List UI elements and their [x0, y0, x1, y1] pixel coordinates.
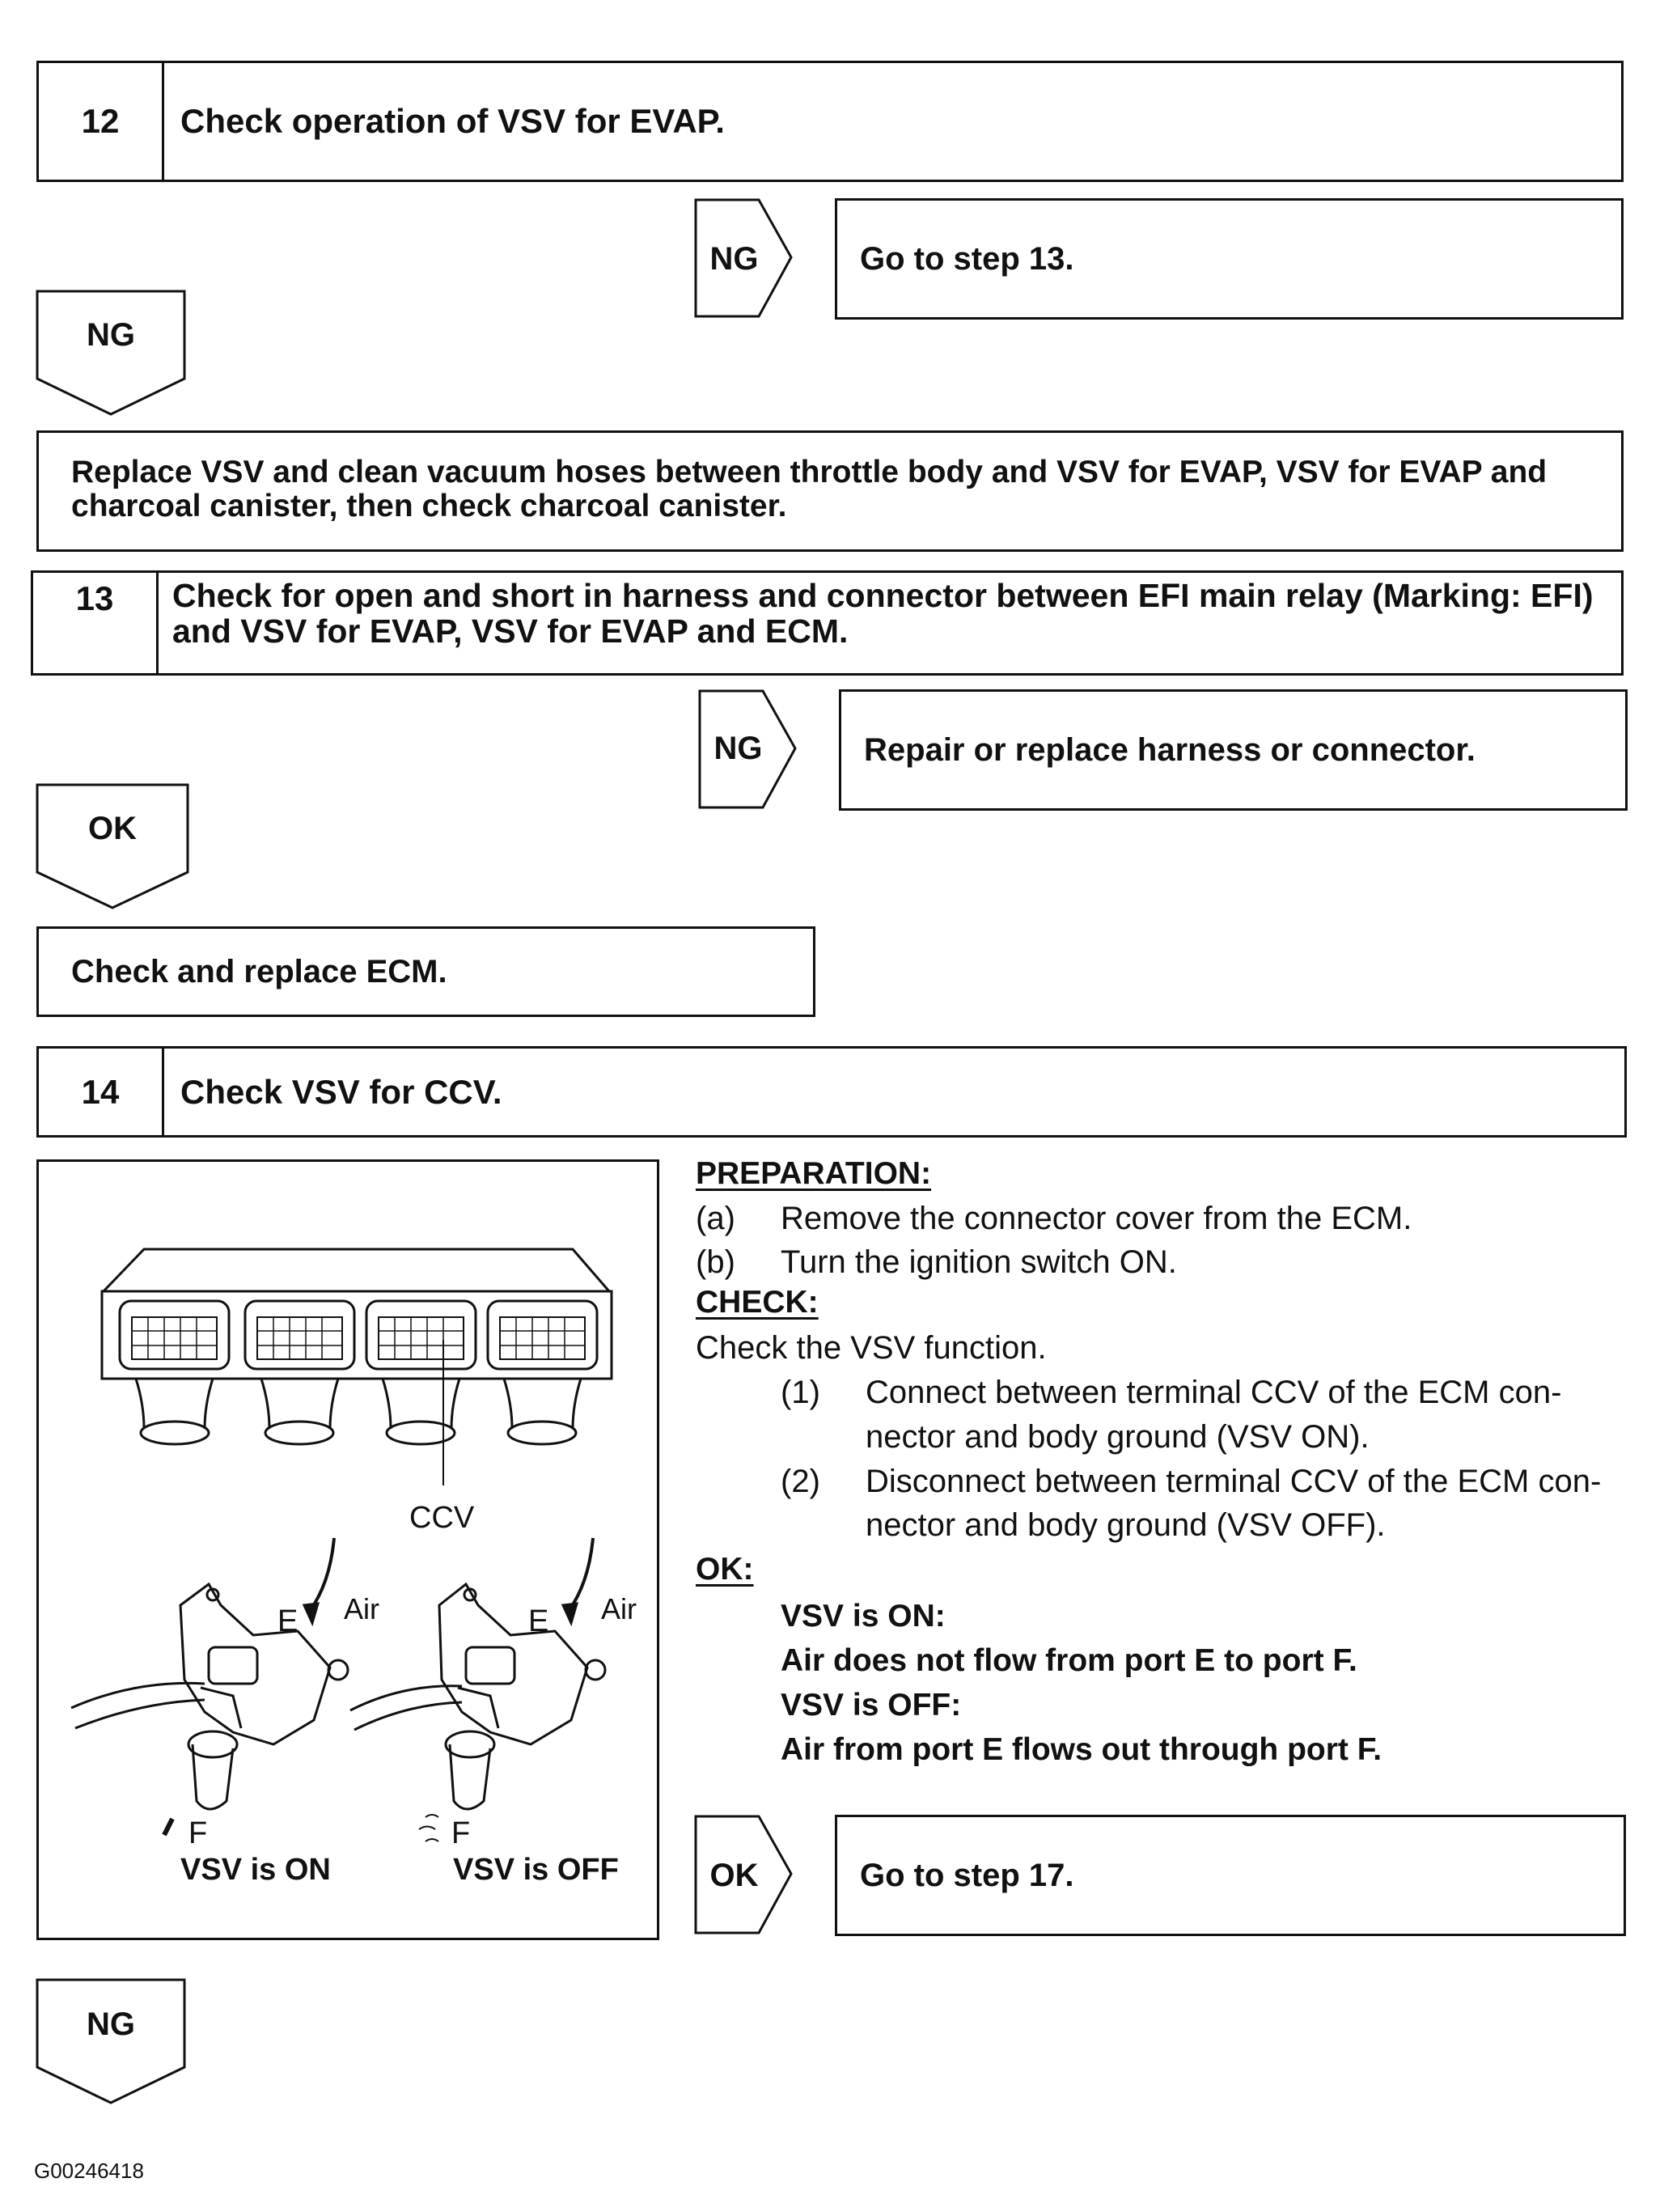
check-2-line1: Disconnect between terminal CCV of the ECM con- — [866, 1464, 1602, 1499]
prep-b-text: Turn the ignition switch ON. — [781, 1244, 1177, 1280]
ok-line2: Air does not flow from port E to port F. — [781, 1643, 1357, 1678]
caption-vsv-on: VSV is ON — [180, 1853, 331, 1887]
ecm-connector-drawing — [102, 1249, 612, 1485]
step-13-header — [31, 570, 1624, 676]
step-number: 14 — [39, 1049, 164, 1135]
air-label: Air — [344, 1592, 379, 1625]
ng-down-label: NG — [87, 2006, 135, 2042]
prep-a-text: Remove the connector cover from the ECM. — [781, 1201, 1412, 1236]
port-f-label: F — [451, 1816, 471, 1850]
check-2-line2: nector and body ground (VSV OFF). — [866, 1507, 1386, 1543]
check-1-line2: nector and body ground (VSV ON). — [866, 1419, 1370, 1455]
ecm-vsv-illustration — [39, 1162, 657, 1938]
step-title: Check VSV for CCV. — [180, 1072, 502, 1111]
preparation-heading: PREPARATION: — [696, 1156, 932, 1191]
prep-b-marker: (b) — [696, 1244, 735, 1280]
figure-panel — [36, 1159, 659, 1940]
ok-down-arrow — [36, 783, 191, 913]
ng-down-arrow — [36, 1978, 188, 2108]
ok-line4: Air from port E flows out through port F. — [781, 1732, 1382, 1767]
step-number: 13 — [33, 573, 159, 673]
figure-code: G00246418 — [34, 2159, 144, 2183]
port-e-label: E — [528, 1604, 549, 1638]
result-go-to-step-13: Go to step 13. — [835, 198, 1624, 320]
ok-label: OK — [709, 1858, 759, 1893]
ok-line3: VSV is OFF: — [781, 1688, 962, 1723]
result-repair-harness: Repair or replace harness or connector. — [839, 689, 1628, 811]
ok-heading: OK: — [696, 1552, 754, 1587]
ng-label: NG — [709, 241, 759, 277]
action-text: Check and replace ECM. — [71, 954, 447, 989]
prep-a-marker: (a) — [696, 1201, 735, 1236]
step-number: 12 — [39, 63, 164, 180]
check-2-marker: (2) — [781, 1464, 820, 1499]
vsv-off-drawing — [350, 1538, 605, 1841]
step-title: Check operation of VSV for EVAP. — [180, 102, 725, 140]
caption-vsv-off: VSV is OFF — [453, 1853, 619, 1887]
check-heading: CHECK: — [696, 1285, 819, 1320]
ng-down-arrow — [36, 290, 188, 419]
result-go-to-step-17: Go to step 17. — [835, 1815, 1626, 1936]
check-1-line1: Connect between terminal CCV of the ECM con- — [866, 1375, 1562, 1410]
port-f-label: F — [188, 1816, 208, 1850]
check-intro: Check the VSV function. — [696, 1330, 1047, 1366]
ok-line1: VSV is ON: — [781, 1599, 946, 1634]
check-1-marker: (1) — [781, 1375, 820, 1410]
vsv-on-drawing — [71, 1538, 348, 1835]
air-label: Air — [601, 1592, 637, 1625]
step-title: Check for open and short in harness and connector between EFI main relay (Marking: EFI) and VSV for EVAP, VSV for EVAP and ECM. — [172, 577, 1594, 650]
ok-down-label: OK — [88, 811, 137, 846]
step-12-header — [36, 61, 1624, 182]
action-replace-ecm — [36, 926, 815, 1017]
action-text: Replace VSV and clean vacuum hoses between throttle body and VSV for EVAP, VSV for EVAP and charcoal canister, then check charcoal canister. — [71, 455, 1548, 523]
ccv-label: CCV — [409, 1501, 475, 1535]
ng-down-label: NG — [87, 317, 135, 353]
action-replace-vsv — [36, 430, 1624, 552]
step-14-header — [36, 1046, 1627, 1138]
ng-label: NG — [713, 731, 763, 766]
port-e-label: E — [277, 1604, 299, 1638]
